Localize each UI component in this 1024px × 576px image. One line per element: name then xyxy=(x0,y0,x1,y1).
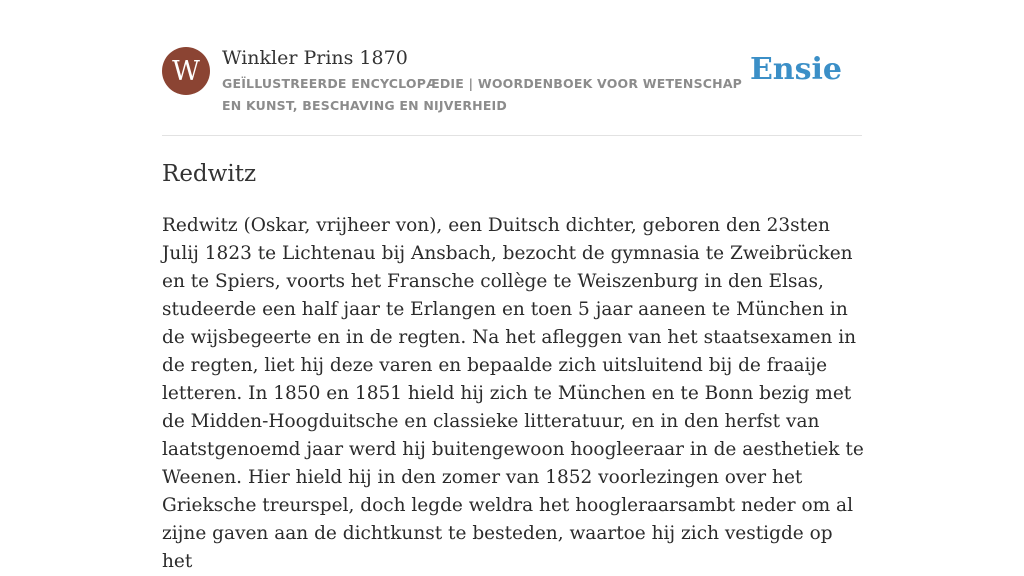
source-avatar[interactable]: W xyxy=(162,47,210,95)
header-divider xyxy=(162,135,862,136)
article-title: Redwitz xyxy=(162,161,257,187)
ensie-logo-link[interactable]: Ensie xyxy=(749,52,842,87)
source-title-block xyxy=(222,46,762,117)
source-header xyxy=(162,46,862,136)
source-subtitle: GEÏLLUSTREERDE ENCYCLOPÆDIE | WOORDENBOEK VOOR WETENSCHAP EN KUNST, BESCHAVING EN NIJVERHEID xyxy=(222,76,743,113)
source-title[interactable]: Winkler Prins 1870 xyxy=(222,47,408,69)
article-body: Redwitz (Oskar, vrijheer von), een Duitsch dichter, geboren den 23sten Julij 1823 te Lichtenau bij Ansbach, bezocht de gymnasia te Zweibrücken en te Spiers, voorts het Fransche collège te Weiszenburg in den Elsas, studeerde een half jaar te Erlangen en toen 5 jaar aaneen te München in de wijsbegeerte en in de regten. Na het afleggen van het staatsexamen in de regten, liet hij deze varen en bepaalde zich uitsluitend bij de fraaije letteren. In 1850 en 1851 hield hij zich te München en te Bonn bezig met de Midden-Hoogduitsche en classieke litteratuur, en in den herfst van laatstgenoemd jaar werd hij buitengewoon hoogleeraar in de aesthetiek te Weenen. Hier hield hij in den zomer van 1852 voorlezingen over het Grieksche treurspel, doch legde weldra het hoogleraarsambt neder om al zijne gaven aan de dichtkunst te besteden, waartoe hij zich vestigde op het xyxy=(162,215,864,572)
